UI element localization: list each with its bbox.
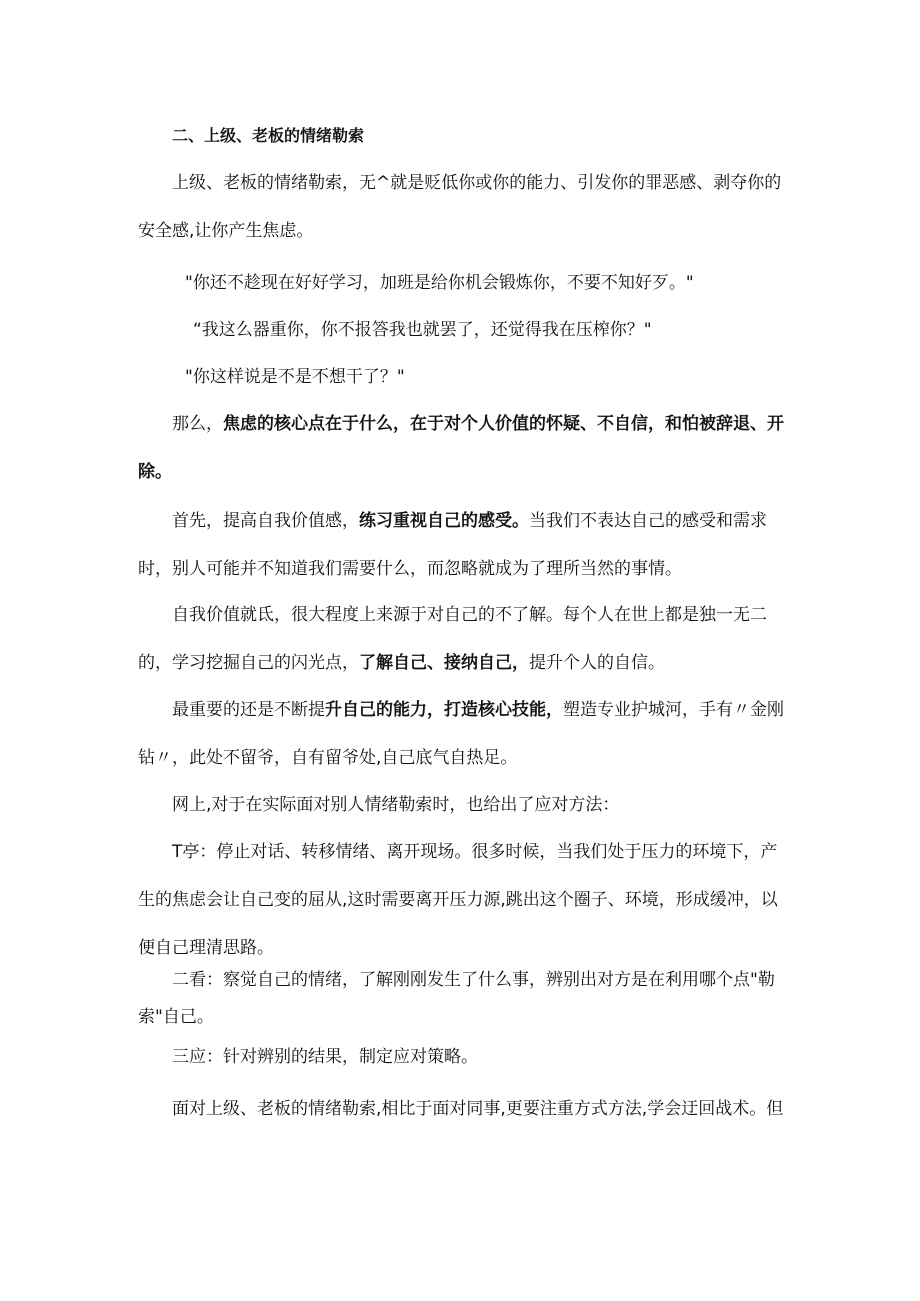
paragraph-closing: 面对上级、老板的情绪勒索,相比于面对同事,更要注重方式方法,学会迂回战术。但 [172, 1099, 784, 1119]
paragraph-self-knowledge [138, 591, 788, 687]
paragraph-methods-intro: 网上,对于在实际面对别人情绪勒索时，也给出了应对方法： [172, 795, 620, 815]
quote-1: "你还不趁现在好好学习，加班是给你机会锻炼你，不要不知好歹。" [185, 273, 694, 293]
paragraph-self-worth [138, 497, 788, 593]
paragraph-core-skills-rest: 塑造专业护城河，手有〃金刚 钻〃，此处不留爷，自有留爷处,自己底气自热足。 [138, 700, 784, 768]
paragraph-intro: 上级、老板的情绪勒索，无^就是贬低你或你的能力、引发你的罪恶感、剥夺你的安全感,让你产生焦虑。 [138, 173, 782, 241]
quote-3: "你这样说是不是不想干了？" [185, 367, 405, 387]
paragraph-core-skills-bold: 升自己的能力，打造核心技能， [325, 700, 563, 720]
paragraph-self-worth-lead: 首先，提高自我价值感， [172, 511, 359, 531]
paragraph-anxiety-core-lead: 那么， [172, 414, 223, 434]
paragraph-self-knowledge-bold: 了解自己、接纳自己， [359, 653, 529, 673]
paragraph-step-observe: 二看：察觉自己的情绪，了解刚刚发生了什么事，辨别出对方是在利用哪个点"勒索"自己。 [138, 970, 775, 1027]
paragraph-anxiety-core [138, 400, 788, 496]
quote-2: “我这么器重你，你不报答我也就罢了，还觉得我在压榨你？" [193, 320, 652, 340]
paragraph-step-stop: T亭：停止对话、转移情绪、离开现场。很多时候，当我们处于压力的环境下，产生的焦虑会让自己变的屈从,这时需要离开压力源,跳出这个圈子、环境，形成缓冲，以便自己理清思路。 [138, 842, 778, 958]
paragraph-core-skills [138, 686, 788, 782]
paragraph-anxiety-core-bold: 焦虑的核心点在于什么，在于对个人价值的怀疑、不自信，和怕被辞退、开除。 [138, 414, 784, 482]
paragraph-self-knowledge-lead: 自我价值就氐，很大程度上来源于对自己的不了解。每个人在世上都是独一无二的，学习挖掘自己的闪光点， [138, 605, 767, 673]
paragraph-core-skills-lead: 最重要的还是不断提 [172, 700, 325, 720]
paragraph-self-worth-rest: 当我们不表达自己的感受和需求时，别人可能并不知道我们需要什么，而忽略就成为了理所当然的事情。 [138, 511, 767, 579]
paragraph-self-knowledge-rest: 提升个人的自信。 [529, 653, 665, 673]
section-heading: 二、上级、老板的情绪勒索 [172, 126, 365, 145]
paragraph-self-worth-bold: 练习重视自己的感受。 [359, 511, 529, 531]
paragraph-step-respond: 三应：针对辨别的结果，制定应对策略。 [172, 1047, 478, 1067]
